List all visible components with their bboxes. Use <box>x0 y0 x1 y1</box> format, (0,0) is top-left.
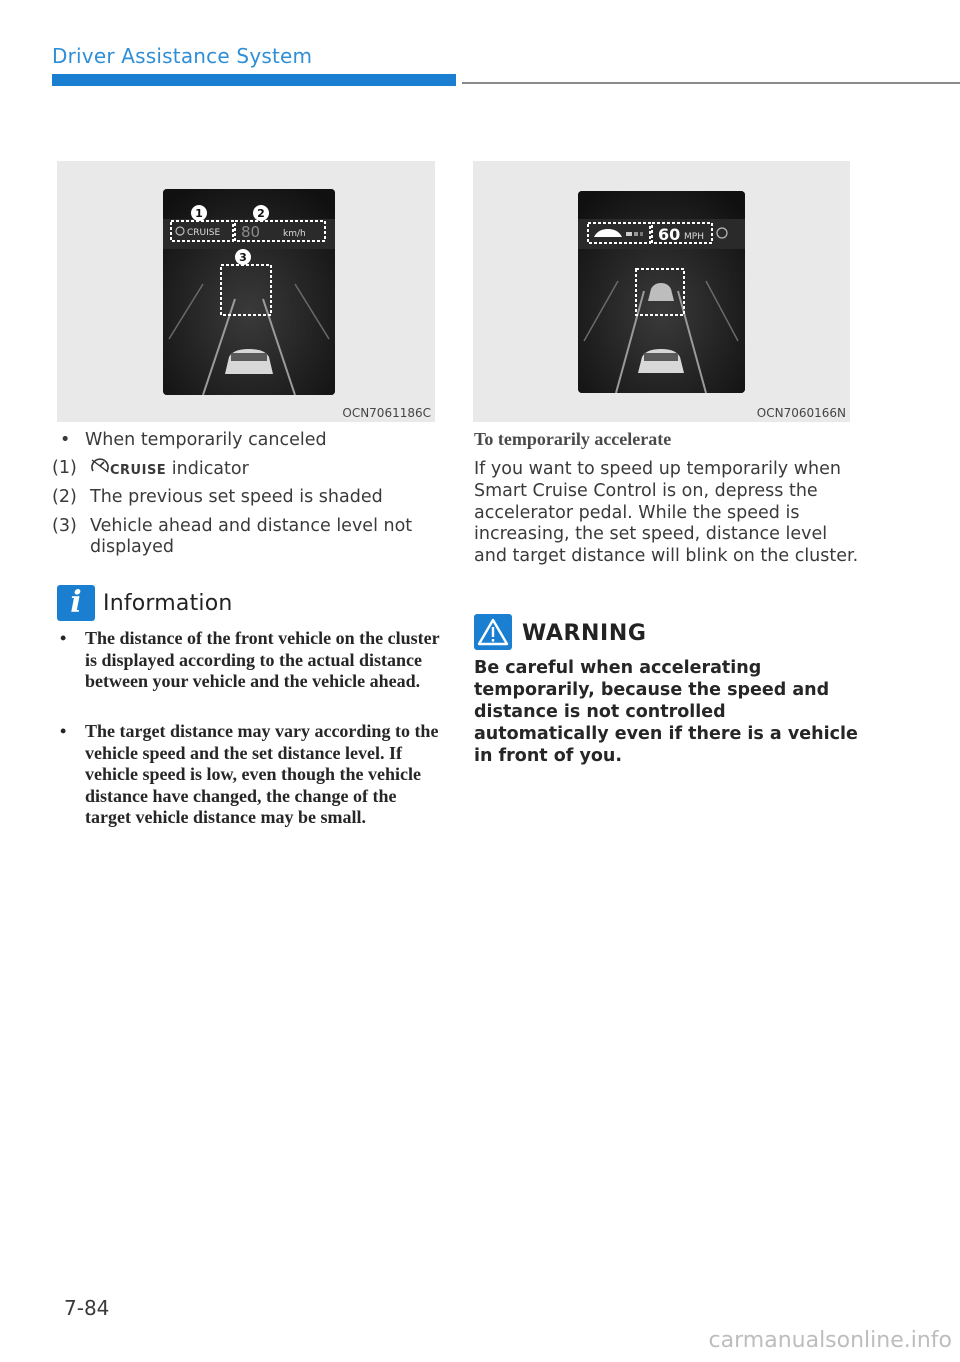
bullet-dot: • <box>60 628 67 648</box>
figure-cruise-canceled <box>57 161 435 422</box>
cluster-cruise-text: CRUISE <box>187 228 221 238</box>
cluster-unit: km/h <box>283 229 306 239</box>
cruise-off-icon <box>90 458 110 480</box>
header-divider <box>462 82 960 84</box>
cluster-display-graphic <box>578 191 745 393</box>
figure-caption: OCN7061186C <box>342 406 431 420</box>
marker-3: 3 <box>239 251 247 264</box>
bullet-item <box>60 430 327 450</box>
item-text: Vehicle ahead and distance level not displayed <box>90 516 413 557</box>
cluster-display-graphic <box>163 189 335 395</box>
figure-caption: OCN7060166N <box>756 406 846 420</box>
body-paragraph: If you want to speed up temporarily when Smart Cruise Control is on, depress the accelerator pedal. While the speed is increasing, the set speed, distance level and target distance will blink on the cluster. <box>474 459 859 567</box>
marker-1: 1 <box>195 207 203 220</box>
cluster-screen <box>578 191 745 393</box>
info-bullet-text: The distance of the front vehicle on the cluster is displayed according to the actual distance between your vehicle and the vehicle ahead. <box>85 628 440 691</box>
information-title: Information <box>103 591 233 616</box>
item-text-wrap <box>90 458 440 481</box>
section-title: Driver Assistance System <box>52 44 313 68</box>
cluster-speed: 80 <box>241 223 261 241</box>
header-accent-bar <box>52 74 456 86</box>
warning-icon <box>474 614 512 650</box>
bullet-dot: • <box>60 430 71 450</box>
cluster-speed: 60 <box>658 225 681 244</box>
bullet-dot: • <box>60 721 67 741</box>
warning-title: WARNING <box>522 621 647 646</box>
info-bullet-text: The target distance may vary according to the vehicle speed and the set distance level. If vehicle speed is low, even though the vehicle distance have changed, the change of the target vehicle distance may be small. <box>85 721 439 827</box>
item-text: indicator <box>171 459 249 479</box>
bullet-text: When temporarily canceled <box>85 430 327 450</box>
cluster-screen <box>163 189 335 395</box>
cruise-indicator-label: CRUISE <box>110 463 167 478</box>
item-number: (2) <box>52 487 77 507</box>
figure-temporary-accelerate <box>473 161 850 422</box>
item-text: The previous set speed is shaded <box>90 487 383 507</box>
marker-2: 2 <box>257 207 265 220</box>
watermark: carmanualsonline.info <box>708 1328 952 1353</box>
info-icon: i <box>57 585 95 621</box>
item-number: (3) <box>52 516 77 536</box>
warning-text: Be careful when accelerating temporarily, because the speed and distance is not controlled automatically even if there is a vehicle in front of you. <box>474 658 858 766</box>
page-number: 7-84 <box>64 1296 110 1320</box>
cluster-unit: MPH <box>684 232 704 242</box>
subheading: To temporarily accelerate <box>474 429 672 449</box>
item-number: (1) <box>52 458 77 478</box>
